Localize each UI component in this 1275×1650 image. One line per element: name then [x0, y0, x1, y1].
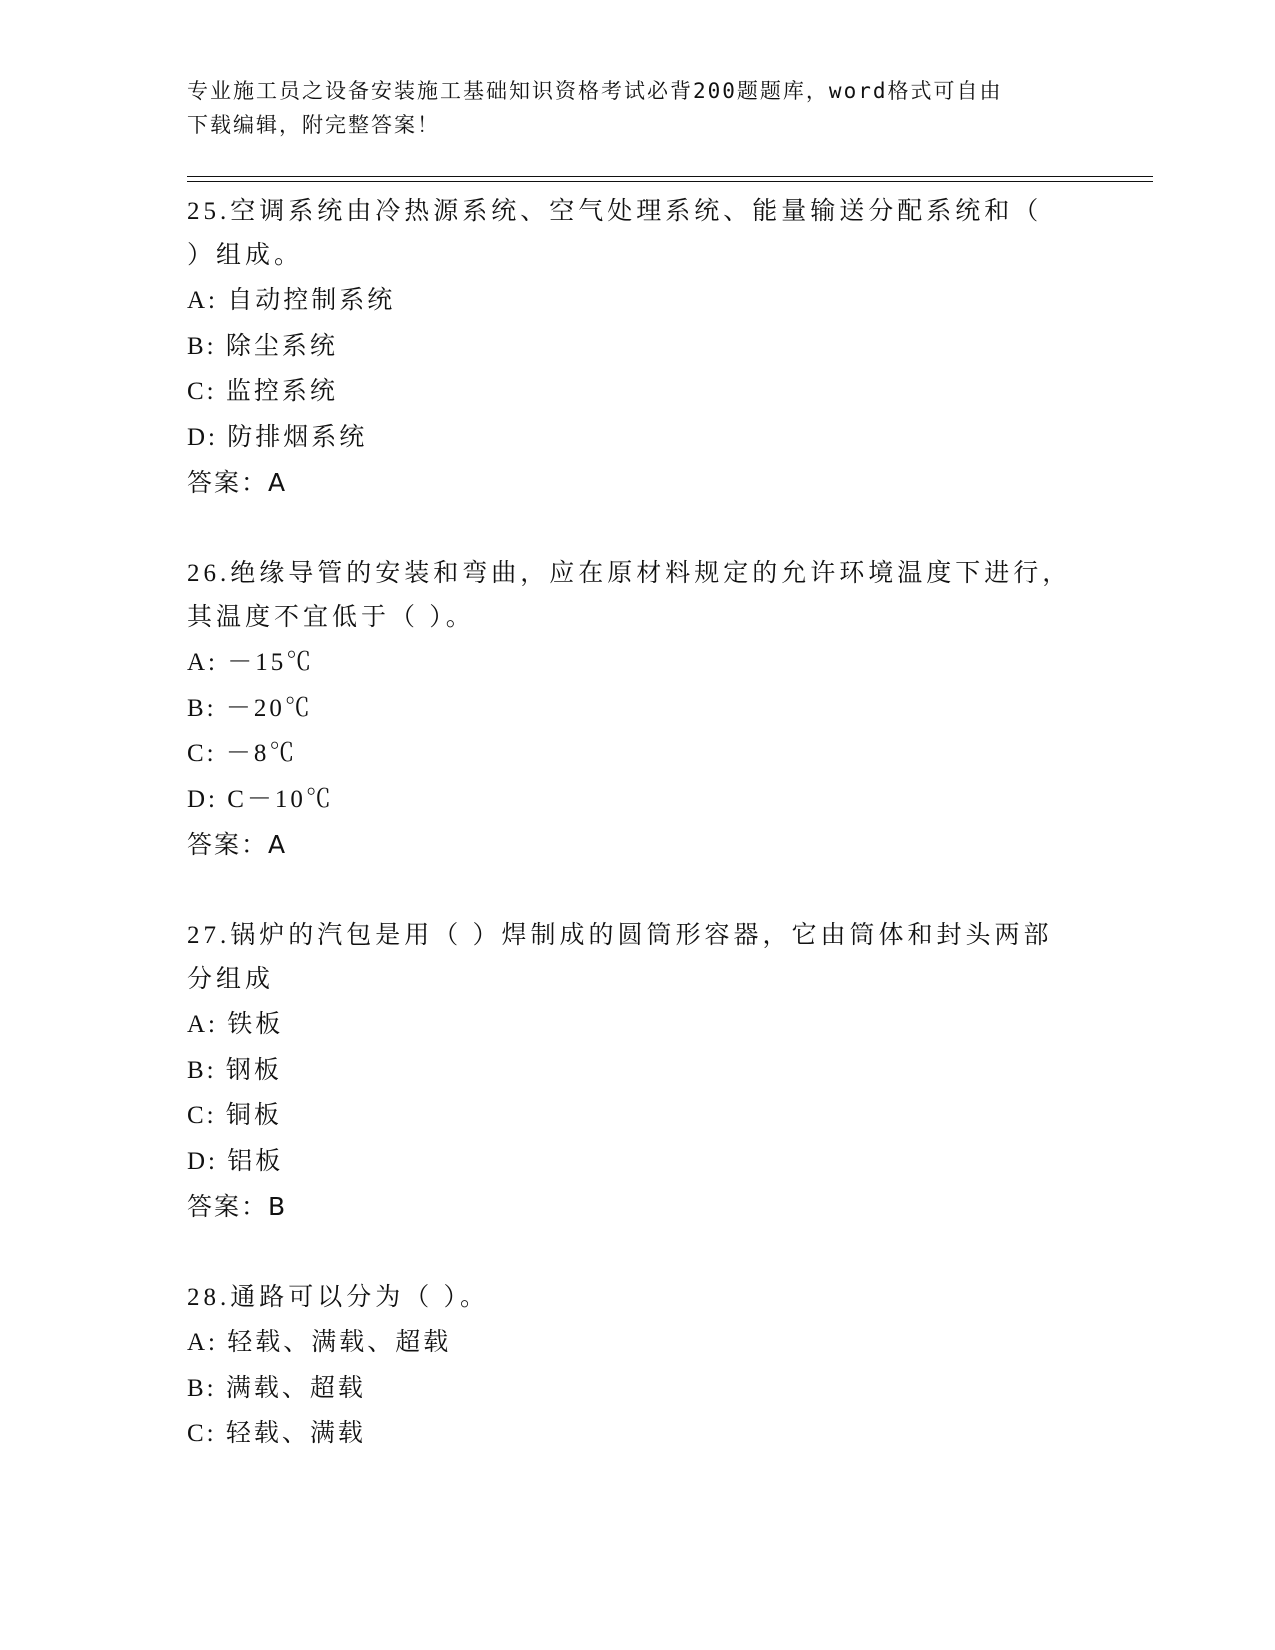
question-stem-line: 27.锅炉的汽包是用（ ）焊制成的圆筒形容器，它由筒体和封头两部: [187, 922, 1053, 949]
option-a: A: 自动控制系统: [187, 287, 396, 314]
question-25: [187, 188, 1087, 505]
option-a: A: 铁板: [187, 1011, 284, 1038]
option-c: C: 铜板: [187, 1102, 282, 1129]
option-c: C: 轻载、满载: [187, 1420, 366, 1447]
option-d: D: 防排烟系统: [187, 423, 368, 451]
option-a: A: 轻载、满载、超载: [187, 1329, 452, 1356]
answer-label: 答案：B: [187, 1192, 288, 1221]
option-b: B: 钢板: [187, 1056, 282, 1084]
answer-label: 答案：A: [187, 830, 288, 859]
question-stem: [187, 188, 1087, 278]
option-b: B: 满载、超载: [187, 1374, 366, 1402]
question-stem-line: 分组成: [187, 966, 275, 993]
option-d: D: 铝板: [187, 1147, 284, 1175]
document-header: [187, 74, 1087, 142]
option-b: B: －20℃: [187, 694, 313, 722]
question-28: [187, 1274, 1087, 1457]
question-stem-line: 26.绝缘导管的安装和弯曲，应在原材料规定的允许环境温度下进行，: [187, 560, 1072, 587]
option-c: C: 监控系统: [187, 378, 338, 405]
question-stem-line: 25.空调系统由冷热源系统、空气处理系统、能量输送分配系统和（: [187, 198, 1043, 225]
question-stem-line: ）组成。: [187, 242, 304, 269]
question-list: [187, 188, 1087, 1457]
question-stem: [187, 550, 1087, 640]
header-line-1: 专业施工员之设备安装施工基础知识资格考试必背200题题库，word格式可自由: [187, 79, 1003, 103]
option-b: B: 除尘系统: [187, 332, 338, 360]
header-divider: [187, 176, 1153, 182]
option-d: D: C－10℃: [187, 785, 334, 813]
question-stem-line: 28.通路可以分为（ ）。: [187, 1284, 490, 1311]
question-stem-line: 其温度不宜低于（ ）。: [187, 604, 475, 631]
question-26: [187, 550, 1087, 867]
question-stem: [187, 1274, 1087, 1320]
question-stem: [187, 912, 1087, 1002]
header-line-2: 下载编辑，附完整答案！: [187, 113, 440, 137]
option-c: C: －8℃: [187, 740, 298, 767]
option-a: A: －15℃: [187, 649, 315, 676]
answer-label: 答案：A: [187, 468, 288, 497]
question-27: [187, 912, 1087, 1229]
